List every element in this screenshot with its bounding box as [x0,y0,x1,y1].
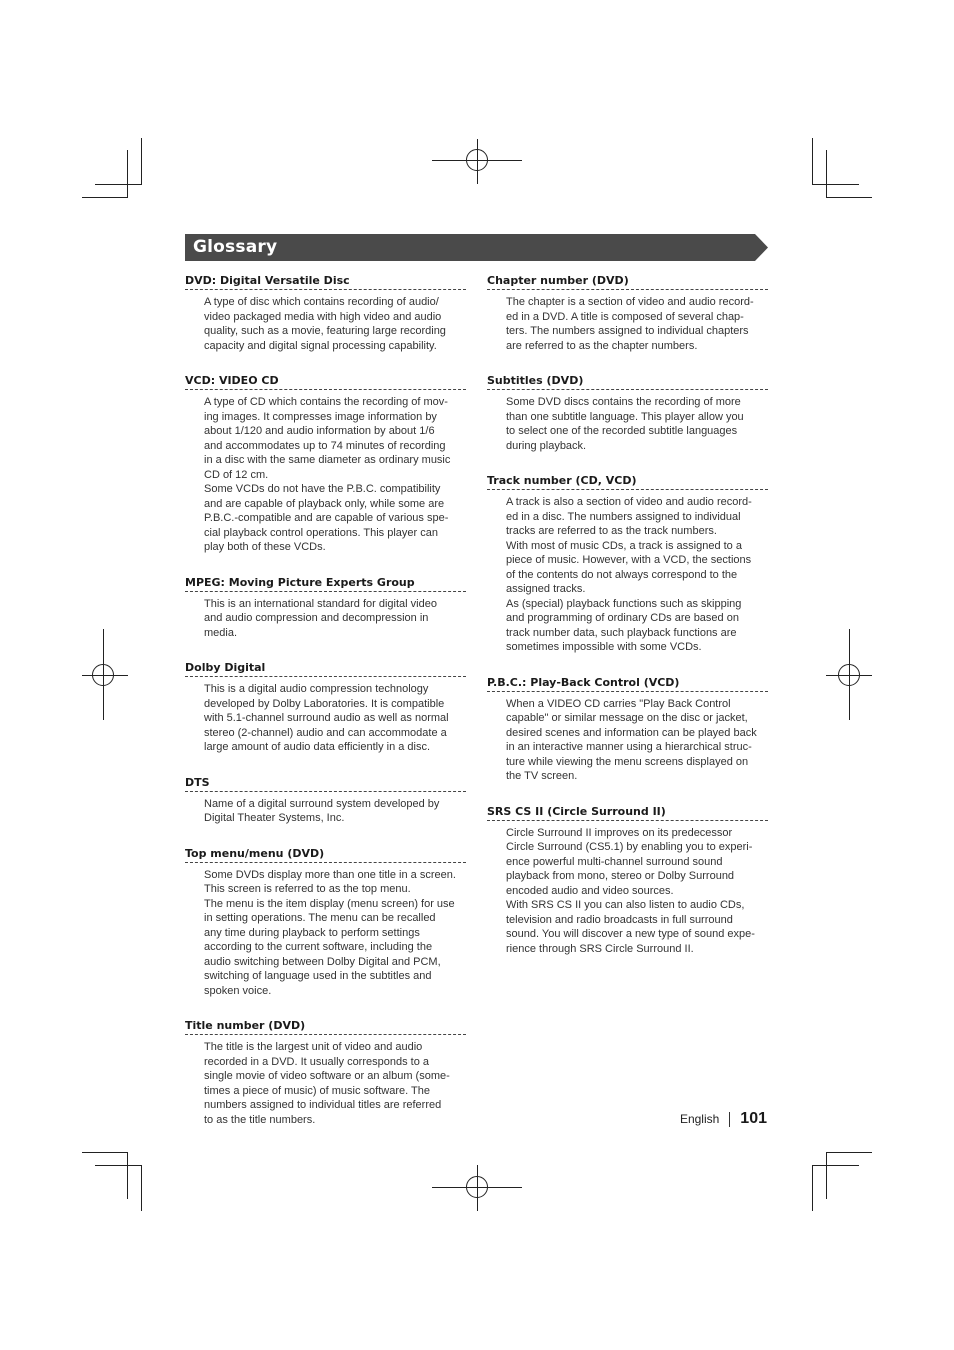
glossary-definition [487,826,768,957]
section-banner [185,234,768,261]
glossary-definition [185,868,466,999]
page-title: Glossary [193,237,278,257]
glossary-entry [185,1019,466,1127]
page-footer [680,1110,767,1128]
definition-paragraph: A track is also a section of video and audio record- ed in a disc. The numbers assigned to individual tracks are referred to as the track numbers. [506,496,752,537]
glossary-entry [185,661,466,755]
glossary-definition [487,295,768,353]
glossary-column-right [487,274,768,977]
glossary-entry [185,274,466,353]
glossary-entry [487,474,768,655]
glossary-term: DVD: Digital Versatile Disc [185,274,466,290]
definition-paragraph: The menu is the item display (menu screen) for use in setting operations. The menu can be recalled any time during playback to perform settings according to the current software, including the audio switching between Dolby Digital and PCM, switching of language used in the subtitles and spoken voice. [204,897,455,997]
definition-paragraph: Some DVD discs contains the recording of more than one subtitle language. This player allow you to select one of the recorded subtitle languages during playback. [506,396,744,452]
glossary-definition [185,682,466,755]
glossary-definition [487,697,768,784]
glossary-entry [185,374,466,555]
glossary-definition [185,1040,466,1127]
glossary-term: Track number (CD, VCD) [487,474,768,490]
glossary-entry [487,374,768,453]
glossary-term: MPEG: Moving Picture Experts Group [185,576,466,592]
definition-paragraph: The chapter is a section of video and audio record- ed in a DVD. A title is composed of several chap- ters. The numbers assigned to individual chapters are referred to as the chapter numbers. [506,296,754,352]
glossary-definition [185,797,466,826]
glossary-entry [487,805,768,957]
glossary-term: Top menu/menu (DVD) [185,847,466,863]
glossary-term: DTS [185,776,466,792]
definition-paragraph: Some VCDs do not have the P.B.C. compatibility and are capable of playback only, while some are P.B.C.-compatible and are capable of various spe- cial playback control operations. This player can play both of these VCDs. [204,483,449,553]
glossary-term: P.B.C.: Play-Back Control (VCD) [487,676,768,692]
definition-paragraph: Some DVDs display more than one title in a screen. This screen is referred to as the top menu. [204,868,456,895]
glossary-term: Dolby Digital [185,661,466,677]
glossary-entry [185,576,466,641]
footer-language: English [679,1112,720,1126]
glossary-column-left [185,274,466,1148]
glossary-term: Subtitles (DVD) [487,374,768,390]
definition-paragraph: A type of CD which contains the recording of mov- ing images. It compresses image information by about 1/120 and audio information by about 1/6 and accommodates up to 74 minutes of recording in a disc with the same diameter as ordinary music CD of 12 cm. [204,396,451,481]
definition-paragraph: This is a digital audio compression technology developed by Dolby Laboratories. It is compatible with 5.1-channel surround audio as well as normal stereo (2-channel) audio and can accommodate a large amount of audio data efficiently in a disc. [204,683,449,753]
definition-paragraph: This is an international standard for digital video and audio compression and decompression in media. [204,597,437,639]
page-number: 101 [740,1110,767,1127]
definition-paragraph: The title is the largest unit of video and audio recorded in a DVD. It usually corresponds to a single movie of video software or an album (some- times a piece of music) of music software. The numbers assigned to individual titles are referred to as the title numbers. [204,1041,450,1126]
definition-paragraph: When a VIDEO CD carries "Play Back Control capable" or similar message on the disc or jacket, desired scenes and information can be played back in an interactive manner using a hierarchical struc- ture while viewing the menu screens displayed on the TV screen. [506,697,757,782]
glossary-entry [487,676,768,784]
glossary-definition [487,395,768,453]
glossary-definition [185,597,466,641]
glossary-entry [487,274,768,353]
glossary-term: Chapter number (DVD) [487,274,768,290]
glossary-entry [185,847,466,999]
glossary-term: Title number (DVD) [185,1019,466,1035]
definition-paragraph: Circle Surround II improves on its predecessor Circle Surround (CS5.1) by enabling you to experi- ence powerful multi-channel surround sound playback from mono, stereo or Dolby Surround encoded audio and video sources. [506,826,753,897]
glossary-entry [185,776,466,826]
glossary-definition [487,495,768,655]
glossary-term: SRS CS II (Circle Surround II) [487,805,768,821]
glossary-definition [185,295,466,353]
glossary-term: VCD: VIDEO CD [185,374,466,390]
definition-paragraph: With most of music CDs, a track is assigned to a piece of music. However, with a VCD, the sections of the contents do not always correspond to the assigned tracks. [506,539,752,595]
definition-paragraph: As (special) playback functions such as skipping and programming of ordinary CDs are based on track number data, such playback functions are sometimes impossible with some VCDs. [506,597,742,653]
definition-paragraph: A type of disc which contains recording of audio/ video packaged media with high video and audio quality, such as a movie, featuring large recording capacity and digital signal processing capability. [204,296,446,352]
definition-paragraph: With SRS CS II you can also listen to audio CDs, television and radio broadcasts in full surround sound. You will discover a new type of sound expe- rience through SRS Circle Surround II. [506,899,755,955]
glossary-definition [185,395,466,555]
definition-paragraph: Name of a digital surround system developed by Digital Theater Systems, Inc. [204,797,440,824]
footer-divider [729,1112,730,1127]
